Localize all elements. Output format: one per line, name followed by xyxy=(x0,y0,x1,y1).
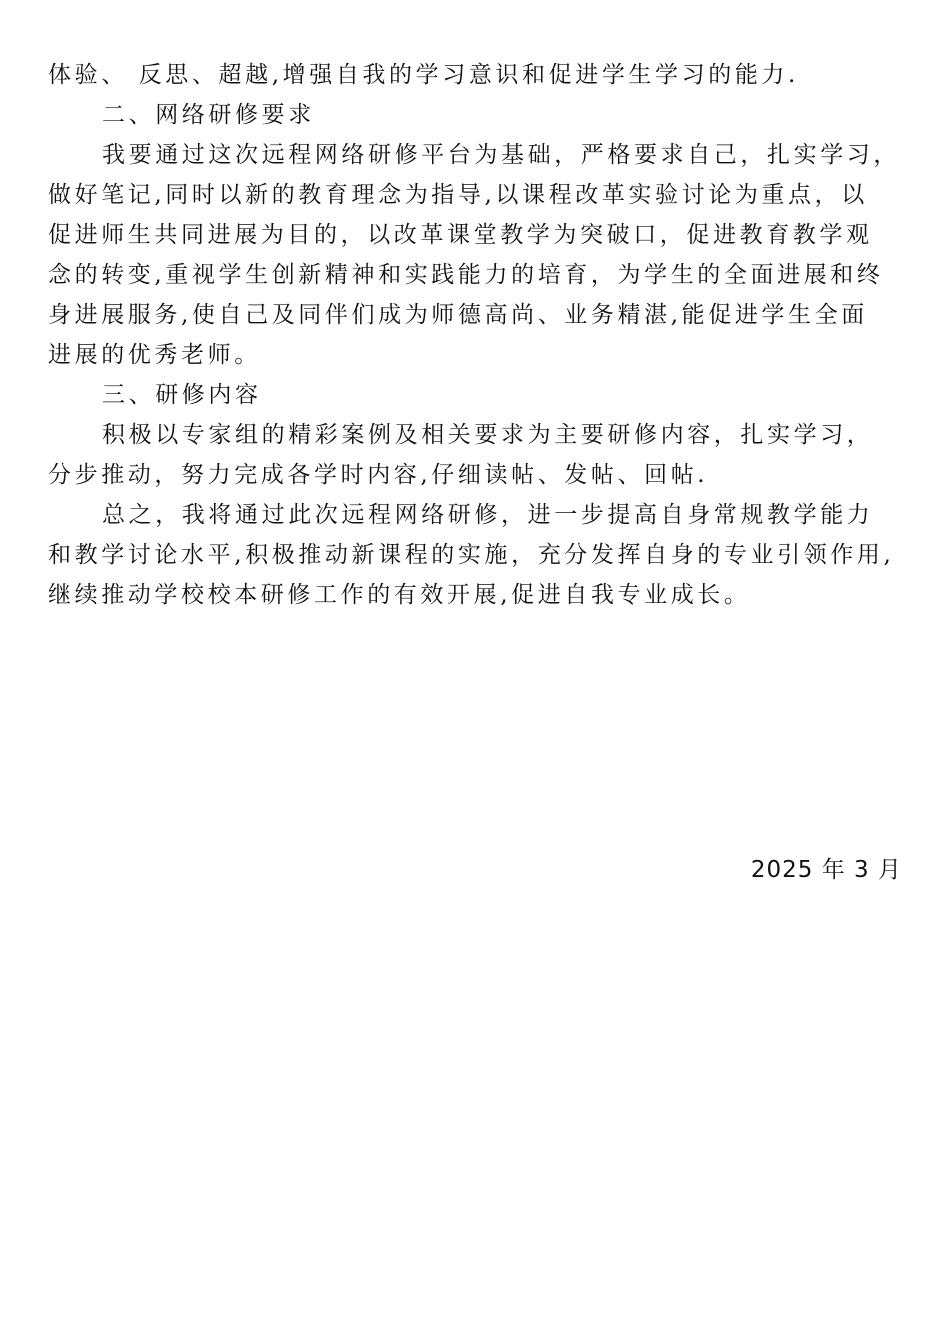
document-body xyxy=(48,55,908,615)
paragraph-line: 念的转变,重视学生创新精神和实践能力的培育，为学生的全面进展和终 xyxy=(48,262,884,288)
section-heading-requirements: 二、网络研修要求 xyxy=(102,102,315,128)
paragraph-line: 促进师生共同进展为目的，以改革课堂教学为突破口，促进教育教学观 xyxy=(48,222,873,248)
document-date: 2025 年 3 月 xyxy=(750,857,902,883)
section-heading-content: 三、研修内容 xyxy=(102,382,262,408)
intro-line: 体验、 反思、超越,增强自我的学习意识和促进学生学习的能力. xyxy=(48,62,799,88)
paragraph-line: 积极以专家组的精彩案例及相关要求为主要研修内容，扎实学习， xyxy=(102,422,874,448)
paragraph-line: 身进展服务,使自己及同伴们成为师德高尚、业务精湛,能促进学生全面 xyxy=(48,302,868,328)
paragraph-line: 进展的优秀老师。 xyxy=(48,342,261,368)
paragraph-line: 我要通过这次远程网络研修平台为基础，严格要求自己，扎实学习， xyxy=(102,142,900,168)
paragraph-line: 分步推动，努力完成各学时内容,仔细读帖、发帖、回帖. xyxy=(48,462,709,488)
paragraph-line: 总之，我将通过此次远程网络研修，进一步提高自身常规教学能力 xyxy=(102,502,874,528)
paragraph-line: 和教学讨论水平,积极推动新课程的实施，充分发挥自身的专业引领作用, xyxy=(48,542,895,568)
paragraph-line: 做好笔记,同时以新的教育理念为指导,以课程改革实验讨论为重点，以 xyxy=(48,182,868,208)
paragraph-line: 继续推动学校校本研修工作的有效开展,促进自我专业成长。 xyxy=(48,582,751,608)
